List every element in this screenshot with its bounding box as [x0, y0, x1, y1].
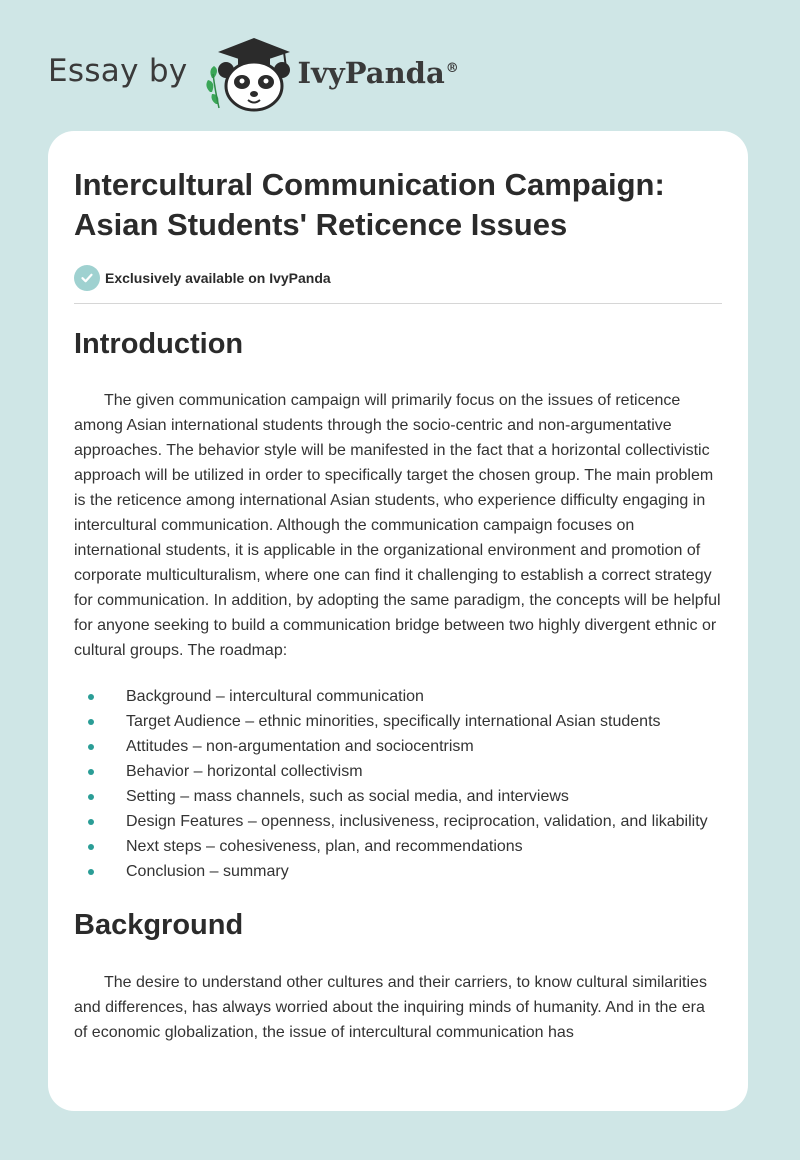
roadmap-item	[74, 834, 722, 859]
bullet-icon	[88, 869, 94, 875]
essay-title-line-2: Asian Students' Reticence Issues	[74, 207, 568, 242]
bullet-icon	[88, 819, 94, 825]
panda-graduate-icon[interactable]	[204, 34, 296, 114]
roadmap-item-text: Conclusion – summary	[126, 863, 289, 880]
roadmap-item	[74, 784, 722, 809]
check-icon	[74, 265, 100, 291]
roadmap-item	[74, 759, 722, 784]
roadmap-item	[74, 709, 722, 734]
roadmap-item	[74, 734, 722, 759]
brand-name-text: IvyPanda	[297, 56, 445, 90]
introduction-paragraph: The given communication campaign will primarily focus on the issues of reticence among Asian international students through the socio-centric and non-argumentative approaches. The behavior style will be manifested in the fact that a horizontal collectivistic approach will be utilized in order to specifically target the chosen group. The main problem is the reticence among international Asian students, who experience difficulty engaging in intercultural communication. Although the communication campaign focuses on international students, it is applicable in the organizational environment and promotion of corporate multiculturalism, where one can find it challenging to establish a correct strategy for communication. In addition, by adopting the same paradigm, the concepts will be helpful for anyone seeking to build a communication bridge between two highly divergent ethnic or cultural groups. The roadmap:	[74, 392, 721, 659]
roadmap-item-text: Target Audience – ethnic minorities, specifically international Asian students	[126, 713, 661, 730]
roadmap-item	[74, 684, 722, 709]
roadmap-item-text: Behavior – horizontal collectivism	[126, 763, 363, 780]
roadmap-item-text: Background – intercultural communication	[126, 688, 424, 705]
essay-title	[74, 165, 722, 245]
bullet-icon	[88, 744, 94, 750]
roadmap-item-text: Attitudes – non-argumentation and sociocentrism	[126, 738, 474, 755]
trademark-symbol: ®	[445, 61, 459, 77]
bullet-icon	[88, 844, 94, 850]
essay-content	[48, 131, 748, 1045]
bullet-icon	[88, 769, 94, 775]
roadmap-item	[74, 859, 722, 884]
bullet-icon	[88, 794, 94, 800]
bullet-icon	[88, 694, 94, 700]
essay-title-line-1: Intercultural Communication Campaign:	[74, 167, 665, 202]
background-paragraph: The desire to understand other cultures and their carriers, to know cultural similarities and differences, has always worried about the inquiring minds of humanity. And in the era of economic globalization, the issue of intercultural communication has	[74, 974, 707, 1041]
roadmap-item	[74, 809, 722, 834]
exclusive-badge	[74, 265, 722, 291]
essay-card	[48, 131, 748, 1111]
exclusive-label: Exclusively available on IvyPanda	[105, 270, 331, 286]
roadmap-item-text: Design Features – openness, inclusiveness, reciprocation, validation, and likability	[126, 813, 708, 830]
roadmap-item-text: Setting – mass channels, such as social media, and interviews	[126, 788, 569, 805]
background-heading: Background	[74, 909, 244, 941]
title-divider	[74, 303, 722, 304]
roadmap-list	[74, 684, 722, 884]
bullet-icon	[88, 719, 94, 725]
roadmap-item-text: Next steps – cohesiveness, plan, and recommendations	[126, 838, 523, 855]
introduction-heading: Introduction	[74, 328, 244, 360]
brand-name	[298, 56, 459, 90]
brand-prefix: Essay by	[48, 53, 188, 89]
brand-header	[48, 34, 459, 114]
